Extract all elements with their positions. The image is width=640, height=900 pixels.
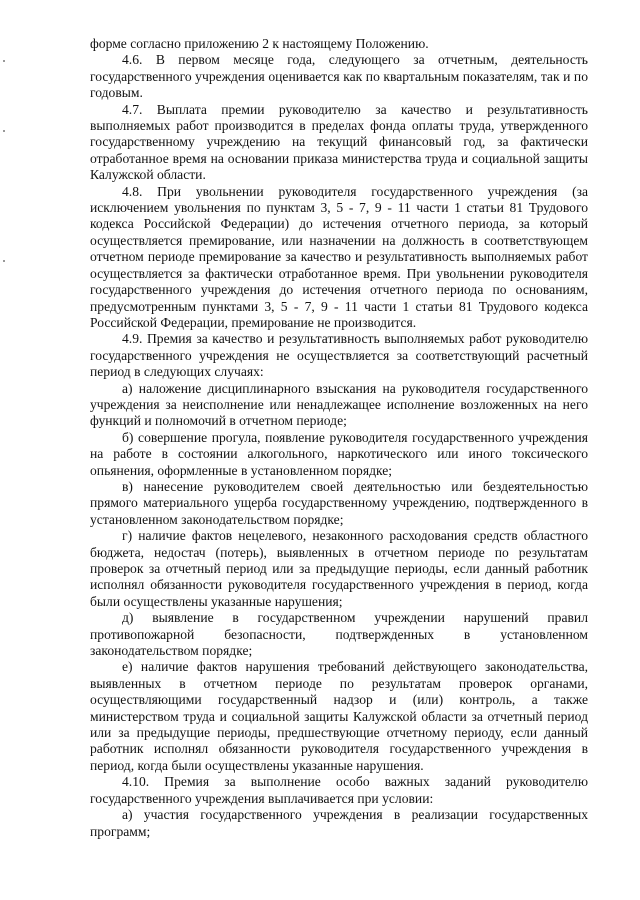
- paragraph-4-9-a: а) наложение дисциплинарного взыскания на руководителя государственного учреждения за неисполнение или ненадлежащее исполнение возложенных на него функций и полномочий в отчетном периоде;: [90, 380, 588, 429]
- scan-artifact: [3, 130, 5, 132]
- paragraph-4-9-g: г) наличие фактов нецелевого, незаконного расходования средств областного бюджета, недостач (потерь), выявленных в отчетном периоде по результатам проверок за отчетный период или за предыдущие периоды, если данный работник исполнял обязанности руководителя государственного учреждения в период, когда были осуществлены указанные нарушения;: [90, 528, 588, 609]
- paragraph-4-9-v: в) нанесение руководителем своей деятельностью или бездеятельностью прямого материального ущерба государственному учреждению, подтвержденного в установленном законодательством порядке;: [90, 478, 588, 527]
- paragraph-4-9-d: д) выявление в государственном учреждении нарушений правил противопожарной безопасности, подтвержденных в установленном законодательством порядке;: [90, 610, 588, 659]
- paragraph-4-9: 4.9. Премия за качество и результативность выполняемых работ руководителю государственного учреждения не осуществляется за соответствующий расчетный период в следующих случаях:: [90, 331, 588, 380]
- scan-artifact: [3, 260, 5, 262]
- paragraph-4-8: 4.8. При увольнении руководителя государственного учреждения (за исключением увольнения по пунктам 3, 5 - 7, 9 - 11 части 1 статьи 81 Трудового кодекса Российской Федерации) до истечения отчетного периода, за который осуществляется премирование, или назначении на должность в соответствующем отчетном периоде премирование за качество и результативность выполняемых работ осуществляется за фактически отработанное время. При увольнении руководителя государственного учреждения до истечения отчетного периода по основаниям, предусмотренным пунктами 3, 5 - 7, 9 - 11 части 1 статьи 81 Трудового кодекса Российской Федерации, премирование не производится.: [90, 183, 588, 330]
- scan-artifact: [3, 60, 5, 62]
- paragraph-4-6: 4.6. В первом месяце года, следующего за отчетным, деятельность государственного учреждения оценивается как по квартальным показателям, так и по годовым.: [90, 52, 588, 101]
- paragraph-4-9-b: б) совершение прогула, появление руководителя государственного учреждения на работе в состоянии алкогольного, наркотического или иного токсического опьянения, оформленные в установленном порядке;: [90, 429, 588, 478]
- paragraph-4-9-e: е) наличие фактов нарушения требований действующего законодательства, выявленных в отчетном периоде по результатам проверок органами, осуществляющими государственный надзор и (или) контроль, а также министерством труда и социальной защиты Калужской области за отчетный период или за предыдущие периоды, предшествующие отчетному периоду, если данный работник исполнял обязанности руководителя государственного учреждения в период, когда были осуществлены указанные нарушения.: [90, 659, 588, 773]
- paragraph-continuation: форме согласно приложению 2 к настоящему Положению.: [90, 36, 429, 51]
- paragraph-4-10: 4.10. Премия за выполнение особо важных заданий руководителю государственного учреждения выплачивается при условии:: [90, 774, 588, 806]
- paragraph-4-10-a: а) участия государственного учреждения в реализации государственных программ;: [90, 807, 588, 839]
- paragraph-4-7: 4.7. Выплата премии руководителю за качество и результативность выполняемых работ производится в пределах фонда оплаты труда, утвержденного государственному учреждению на текущий финансовый год, за фактически отработанное время на основании приказа министерства труда и социальной защиты Калужской области.: [90, 101, 588, 183]
